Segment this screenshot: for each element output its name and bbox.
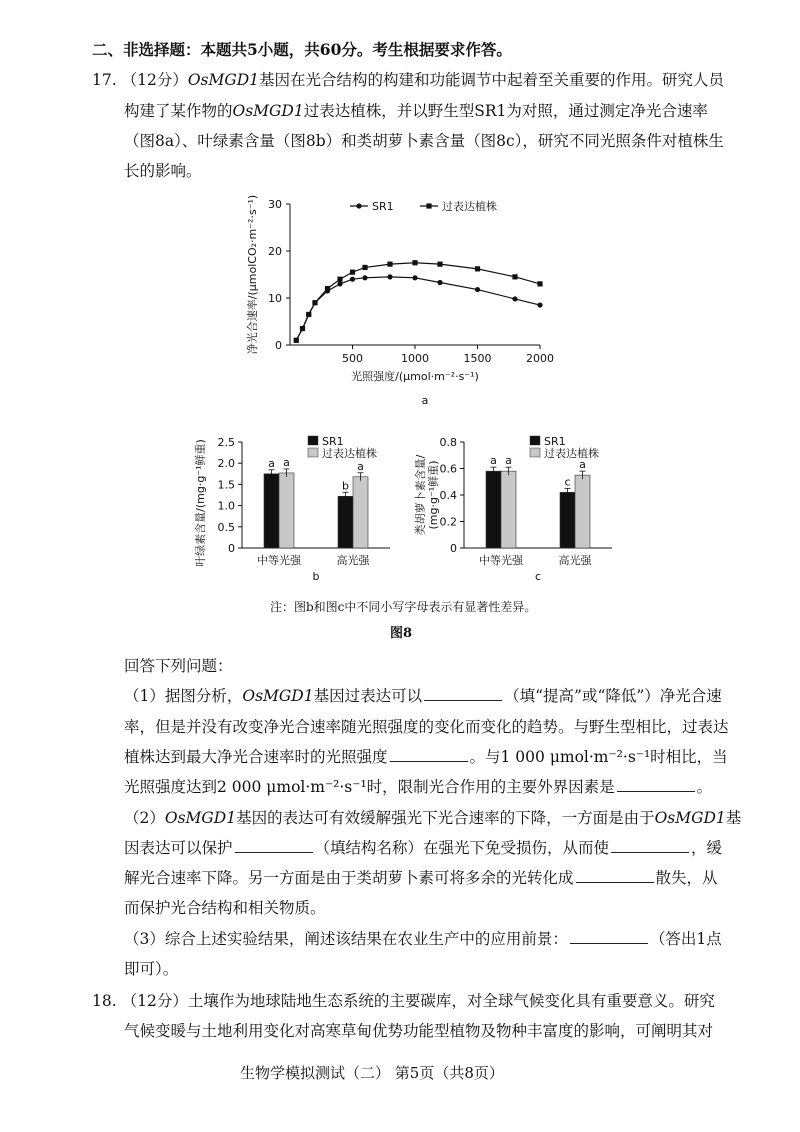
q17-intro-line-2: 构建了某作物的OsMGD1过表达植株，并以野生型SR1为对照，通过测定净光合速率	[124, 102, 708, 120]
data-point	[306, 312, 311, 317]
data-point	[387, 262, 392, 267]
data-point	[337, 281, 342, 286]
x-tick-label: 1500	[463, 352, 492, 365]
page-footer: 生物学模拟测试（二） 第5页（共8页）	[240, 1064, 504, 1082]
y-tick-label: 20	[268, 245, 282, 258]
legend-swatch	[530, 436, 540, 445]
q17-intro-line-4: 长的影响。	[124, 162, 202, 180]
y-tick-label: 0	[450, 542, 457, 555]
series-line	[296, 277, 540, 340]
y-tick-label: 10	[268, 292, 282, 305]
category-label: 高光强	[336, 554, 370, 567]
answer-blank[interactable]	[424, 686, 502, 701]
legend-label: 过表达植株	[322, 447, 377, 460]
y-tick-label: 0.4	[439, 489, 457, 502]
series-line	[296, 263, 540, 341]
y-axis-title-line-1: 类胡萝卜素含量/	[414, 454, 427, 536]
legend-marker	[356, 203, 361, 208]
significance-letter: a	[505, 454, 512, 468]
significance-letter: a	[490, 454, 497, 468]
legend-label: 过表达植株	[442, 200, 497, 213]
data-point	[512, 274, 517, 279]
x-tick-label: 2000	[526, 352, 554, 365]
y-tick-label: 1.5	[217, 478, 235, 492]
data-point	[537, 302, 542, 307]
q17-score: （12分）	[121, 71, 188, 89]
figure-note: 注：图b和图c中不同小写字母表示有显著性差异。	[270, 600, 537, 614]
answer-blank[interactable]	[235, 838, 313, 853]
data-point	[362, 275, 367, 280]
bar	[486, 471, 501, 548]
data-point	[300, 326, 305, 331]
significance-letter: a	[268, 456, 275, 470]
figure-8b-bar-chart	[190, 428, 410, 588]
significance-letter: a	[579, 458, 586, 472]
part1-line-2: 率，但是并没有改变净光合速率随光照强度的变化而变化的趋势。与野生型相比，过表达	[124, 718, 729, 736]
panel-label: a	[421, 394, 429, 407]
part2-line-1: （2）OsMGD1基因的表达可有效缓解强光下光合速率的下降，一方面是由于OsMGD1基	[124, 809, 742, 827]
figure-caption: 图8	[390, 626, 413, 641]
legend-label: SR1	[322, 435, 344, 448]
legend-label: 过表达植株	[544, 447, 599, 460]
q17-intro-line-1: 17. （12分）OsMGD1基因在光合结构的构建和功能调节中起着至关重要的作用。研究人员	[92, 71, 725, 89]
y-axis-title: 净光合速率/(μmolCO₂·m⁻²·s⁻¹)	[246, 194, 259, 355]
data-point	[350, 270, 355, 275]
x-tick-label: 500	[342, 352, 363, 365]
bar	[279, 473, 294, 548]
data-point	[537, 281, 542, 286]
y-tick-label: 30	[268, 198, 282, 211]
data-point	[362, 265, 367, 270]
y-tick-label: 2.0	[217, 457, 235, 471]
data-point	[437, 280, 442, 285]
data-point	[512, 296, 517, 301]
answer-blank[interactable]	[570, 929, 648, 944]
bar	[575, 475, 590, 548]
data-point	[437, 262, 442, 267]
category-label: 中等光强	[479, 554, 523, 567]
significance-letter: a	[283, 455, 290, 469]
answer-blank[interactable]	[611, 838, 689, 853]
y-tick-label: 0.8	[439, 436, 457, 449]
y-tick-label: 0.6	[439, 462, 457, 476]
y-tick-label: 0.2	[439, 515, 457, 529]
part2-line-4: 而保护光合结构和相关物质。	[124, 899, 326, 917]
part1-line-3: 植株达到最大净光合速率时的光照强度 。与1 000 μmol·m⁻²·s⁻¹时相比，当	[124, 748, 728, 766]
x-tick-label: 1000	[401, 352, 429, 365]
bar	[338, 496, 353, 548]
data-point	[475, 266, 480, 271]
part2-line-2: 因表达可以保护 （填结构名称）在强光下免受损伤，从而使 ，缓	[124, 839, 723, 857]
y-axis-title: 叶绿素含量/(mg·g⁻¹鲜重)	[194, 439, 207, 567]
q18-line-1: 18. （12分）土壤作为地球陆地生态系统的主要碳库，对全球气候变化具有重要意义。研究	[92, 992, 715, 1010]
panel-label: b	[312, 570, 320, 583]
part3-line-1: （3）综合上述实验结果，阐述该结果在农业生产中的应用前景： （答出1点	[124, 930, 722, 948]
significance-letter: b	[342, 479, 349, 493]
data-point	[475, 287, 480, 292]
data-point	[387, 274, 392, 279]
legend-swatch	[308, 436, 318, 445]
data-point	[294, 338, 299, 343]
data-point	[412, 275, 417, 280]
bar	[560, 492, 575, 548]
q18-line-2: 气候变暖与土地利用变化对高寒草甸优势功能型植物及物种丰富度的影响，可阐明其对	[124, 1022, 714, 1040]
data-point	[412, 260, 417, 265]
y-tick-label: 0	[275, 339, 282, 352]
data-point	[337, 277, 342, 282]
q17-number: 17.	[92, 71, 117, 89]
category-label: 高光强	[558, 554, 592, 567]
legend-label: SR1	[544, 435, 566, 448]
panel-label: c	[534, 570, 542, 583]
bar	[353, 477, 368, 548]
legend-swatch	[530, 448, 540, 457]
answer-prompt: 回答下列问题：	[124, 657, 233, 675]
part3-line-2: 即可）。	[124, 960, 179, 978]
y-tick-label: 1.0	[217, 499, 235, 513]
answer-blank[interactable]	[390, 747, 468, 762]
figure-8a-line-chart	[240, 190, 560, 410]
significance-letter: a	[357, 459, 364, 473]
y-tick-label: 2.5	[217, 436, 235, 449]
section-header: 二、非选择题：本题共5小题，共60分。考生根据要求作答。	[92, 40, 512, 59]
y-axis-title-line-2: (mg·g⁻¹鲜重)	[427, 460, 440, 530]
gene-name: OsMGD1	[232, 102, 304, 120]
part1-line-1: （1）据图分析，OsMGD1基因过表达可以 （填“提高”或“降低”）净光合速	[124, 687, 722, 705]
gene-name: OsMGD1	[187, 71, 260, 89]
y-tick-label: 0	[228, 542, 235, 555]
answer-blank[interactable]	[576, 868, 654, 883]
bar	[264, 474, 279, 548]
part2-line-3: 解光合速率下降。另一方面是由于类胡萝卜素可将多余的光转化成 散失，从	[124, 869, 718, 887]
data-point	[325, 286, 330, 291]
x-axis-title: 光照强度/(μmol·m⁻²·s⁻¹)	[351, 370, 479, 383]
legend-label: SR1	[372, 200, 394, 213]
legend-marker	[426, 203, 431, 208]
part1-line-4: 光照强度达到2 000 μmol·m⁻²·s⁻¹时，限制光合作用的主要外界因素是 。	[124, 778, 713, 796]
legend-swatch	[308, 448, 318, 457]
q18-number: 18.	[92, 992, 117, 1010]
answer-blank[interactable]	[617, 777, 695, 792]
figure-8c-bar-chart	[412, 428, 632, 588]
data-point	[312, 300, 317, 305]
data-point	[350, 277, 355, 282]
category-label: 中等光强	[257, 554, 301, 567]
q17-intro-line-3: （图8a）、叶绿素含量（图8b）和类胡萝卜素含量（图8c），研究不同光照条件对植株生	[124, 132, 724, 150]
bar	[501, 471, 516, 548]
significance-letter: c	[564, 475, 571, 489]
y-tick-label: 0.5	[217, 520, 235, 534]
